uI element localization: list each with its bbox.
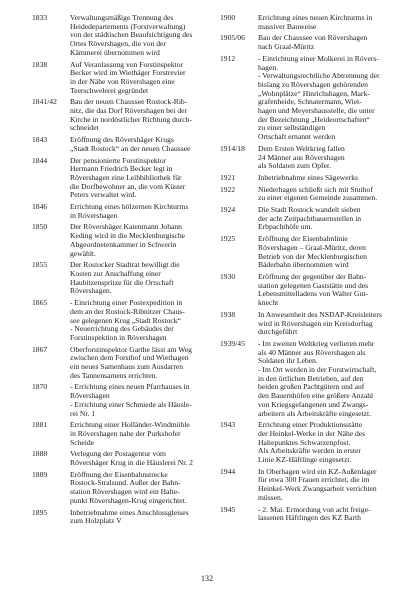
timeline-left-column xyxy=(32,14,218,529)
page-number: 132 xyxy=(201,574,213,583)
entry-text: In Oberhagen wird ein KZ-Außenlager für etwa 300 Frauen errichtet, die im Heinkel-Werk Zwangsarbeit verrichten müssen. xyxy=(258,466,377,502)
timeline-entry xyxy=(220,506,406,523)
timeline-entry xyxy=(32,471,218,506)
entry-year: 1867 xyxy=(32,344,48,354)
entry-year: 1900 xyxy=(220,13,236,22)
timeline-entry xyxy=(32,223,218,258)
entry-text: Bau der Chaussee von Rövershagen nach Graal-Müritz xyxy=(258,33,368,52)
entry-text: Verwaltungsmäßige Trennung des Heidedepartements (Forstverwaltung) von der städtischen Beaufsichtigung des Ortes Rövershagen, die von der Kämmerei übernommen wird xyxy=(70,13,193,57)
entry-year: 1833 xyxy=(32,13,48,22)
timeline-entry xyxy=(32,14,218,58)
entry-text: Verlegung der Postagentur vom Rövershäger Krug in die Häuslerei Nr. 2 xyxy=(70,449,193,468)
entry-text: Der Rostocker Stadtrat bewilligt die Kosten zur Anschaffung einer Haubitzenspritze für die Ortschaft Rövershagen. xyxy=(70,260,180,296)
entry-year: 1838 xyxy=(32,59,48,69)
entry-year: 1930 xyxy=(220,271,236,281)
timeline-entry xyxy=(32,157,218,201)
entry-year: 1945 xyxy=(220,504,236,514)
timeline-entry xyxy=(220,421,406,465)
entry-text: Auf Veranlassung von Forstinspektor Becker wird im Wiethäger Forstrevier in der Nähe von Rövershagen eine Teerschwelerei gegründet xyxy=(70,59,186,95)
timeline-entry xyxy=(32,61,218,96)
entry-text: - 2. Mai. Ermordung von acht freige- lassenen Häftlingen des KZ Barth xyxy=(258,504,371,523)
entry-text: Eröffnung der gegenüber der Bahn- station gelegenen Gaststätte und des Lebensmittelladens von Walter Gut- knecht xyxy=(258,271,369,308)
timeline-entry xyxy=(32,261,218,296)
entry-text: Eröffnung des Rövershäger Krugs „Stadt Rostock“ an der neuen Chaussee xyxy=(70,135,191,153)
timeline-entry xyxy=(220,186,406,203)
timeline-entry xyxy=(32,450,218,467)
entry-year: 1889 xyxy=(32,469,48,479)
entry-year: 1922 xyxy=(220,184,236,194)
entry-year: 1850 xyxy=(32,222,48,232)
timeline-entry xyxy=(220,206,406,232)
entry-text: Eröffnung der Eisenbahnstrecke Rostock-Stralsund. Außer der Bahn- station Rövershagen wird ein Halte- punkt Rövershagen-Krug eingerichtet. xyxy=(70,469,187,505)
entry-text: Eröffnung der Eisenbahnlinie Rövershagen – Graal-Müritz, deren Betrieb von der Mecklenburgischen Bäderbahn übernommen wird xyxy=(258,234,367,270)
entry-year: 1895 xyxy=(32,507,48,517)
entry-text: Der pensionierte Forstinspektor Hermann Friedrich Becker legt in Rövershagen eine Leihbibliothek für die Dorfbewohner an, die vom Küster Peters verwaltet wird. xyxy=(70,155,186,200)
entry-year: 1843 xyxy=(32,135,48,145)
timeline-entry xyxy=(220,340,406,418)
entry-year: 1944 xyxy=(220,466,236,476)
entry-text: Oberforstinspektor Garthe lässt am Weg zwischen dem Forsthof und Wiethagen ein neues Samenhaus zum Ausdarren des Tannensamens errichten. xyxy=(70,344,192,380)
entry-year: 1844 xyxy=(32,155,48,165)
entry-year: 1905/06 xyxy=(220,33,245,43)
entry-year: 1888 xyxy=(32,449,48,459)
timeline-entry xyxy=(220,55,406,142)
entry-text: Der Rövershäger Katenmann Johann Keding wird in die Mecklenburgische Abgeordnetenkammer in Schwerin gewählt. xyxy=(70,222,186,258)
entry-year: 1938 xyxy=(220,309,236,319)
timeline-entry xyxy=(220,174,406,183)
entry-year: 1921 xyxy=(220,172,236,182)
timeline-right-column xyxy=(220,14,406,526)
entry-text: Bau der neuen Chaussee Rostock-Rib- nitz, die das Dorf Rövershagen bei der Kirche in nordöstlicher Richtung durch- schneidet xyxy=(70,97,192,133)
timeline-entry xyxy=(220,273,406,308)
timeline-entry xyxy=(220,14,406,31)
entry-year: 1912 xyxy=(220,53,236,63)
entry-year: 1870 xyxy=(32,382,48,392)
entry-year: 1841/42 xyxy=(32,97,57,107)
entry-year: 1939/45 xyxy=(220,338,245,348)
timeline-entry xyxy=(220,235,406,270)
entry-text: Niederhagen schließt sich mit Stuthof zu einer eigenen Gemeinde zusammen. xyxy=(258,184,378,203)
entry-text: Errichtung eines neuen Kirchturms in massiver Bauweise xyxy=(258,13,373,31)
entry-text: Inbetriebnahme eines Sägewerks xyxy=(258,172,358,182)
entry-text: Die Stadt Rostock wandelt sieben der acht Zeitpachtbauernstellen in Erbpachthöfe um. xyxy=(258,205,362,232)
entry-text: Errichtung einer Holländer-Windmühle in Rövershagen nahe der Purkshofer Scheide xyxy=(70,420,190,447)
entry-text: - Einrichtung einer Molkerei in Rövers- hagen. - Verwaltungsrechtliche Abtrennung der bislang zu Rövershagen gehörenden „Wohnplätze“ Hinrichshagen, Mark- grafenheide, Schnatermann, Wiet- hagen und Meyershausstelle, die unter der Bezeichnung „Heideortschaften“ zu einer selbständigen Ortschaft ernannt werden xyxy=(258,53,380,142)
timeline-entry xyxy=(32,346,218,381)
entry-text: - Errichtung eines neuen Pfarrhauses in Rövershagen - Errichtung einer Schmiede als Häusle- rei Nr. 1 xyxy=(70,382,192,418)
entry-year: 1846 xyxy=(32,202,48,212)
timeline-entry xyxy=(32,136,218,153)
timeline-entry xyxy=(32,421,218,447)
entry-year: 1881 xyxy=(32,420,48,430)
timeline-entry xyxy=(220,145,406,171)
entry-year: 1925 xyxy=(220,234,236,244)
entry-text: Inbetriebnahme eines Anschlussgleises zum Holzplatz V xyxy=(70,507,189,526)
entry-year: 1914/18 xyxy=(220,143,245,153)
entry-year: 1865 xyxy=(32,298,48,308)
entry-text: In Anwesenheit des NSDAP-Kreisleiters wird in Rövershagen ein Kreisdorftag durchgeführt xyxy=(258,309,382,337)
entry-text: Errichtung eines hölzernen Kirchturms in Rövershagen xyxy=(70,202,189,220)
timeline-entry xyxy=(32,299,218,343)
timeline-entry xyxy=(32,383,218,418)
entry-text: Errichtung einer Produktionsstätte der Heinkel-Werke in der Nähe des Haltepunktes Schwarzenpfost. Als Arbeitskräfte werden in erster Linie KZ-Häftlinge eingesetzt. xyxy=(258,420,366,465)
timeline-entry xyxy=(220,311,406,337)
timeline-entry xyxy=(32,203,218,220)
entry-year: 1855 xyxy=(32,260,48,270)
timeline-entry xyxy=(220,34,406,51)
entry-text: Dem Ersten Weltkrieg fallen 24 Männer aus Rövershagen als Soldaten zum Opfer. xyxy=(258,143,345,171)
timeline-entry xyxy=(32,98,218,133)
entry-year: 1924 xyxy=(220,205,236,215)
timeline-entry xyxy=(220,468,406,503)
entry-text: - Im zweiten Weltkrieg verlieren mehr als 40 Männer aus Rövershagen als Soldaten ihr Leben. - Im Ort werden in der Forstwirtschaft, in den örtlichen Betrieben, auf den beiden großen Pachtgütern und auf den Bauernhöfen eine größere Anzahl von Kriegsgefangenen und Zwangs- arbeitern als Arbeitskräfte eingesetzt. xyxy=(258,338,377,418)
entry-year: 1943 xyxy=(220,420,236,430)
entry-text: - Einrichtung einer Postexpedition in dem an der Rostock-Ribnitzer Chaus- see gelegenen Krug „Stadt Rostock“ - Neuerrichtung des Gebäudes der Forstinspektion in Rövershagen xyxy=(70,298,185,342)
timeline-entry xyxy=(32,509,218,526)
